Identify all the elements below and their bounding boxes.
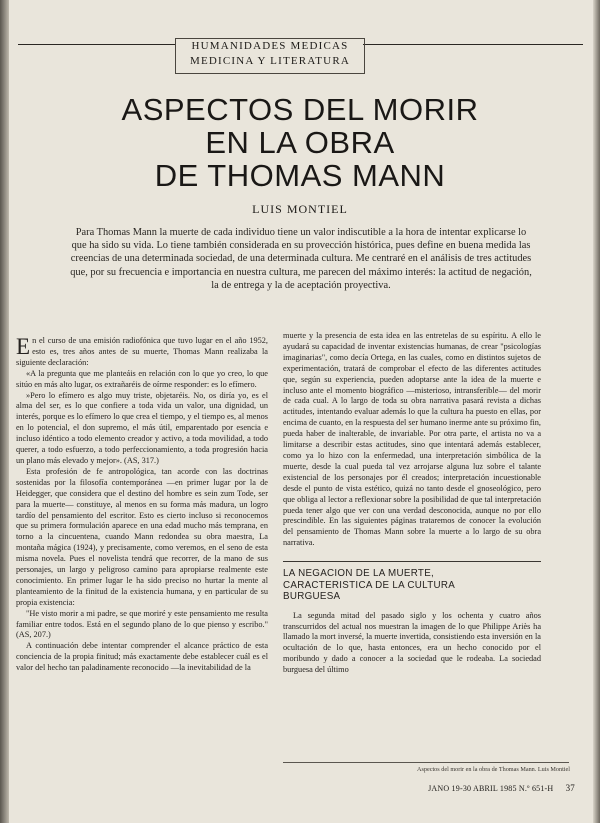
abstract: Para Thomas Mann la muerte de cada individuo tiene un valor indiscutible a la hora de intentar explicarse lo que ha sido su vida. Lo tiene también considerada en su provección histórica, pues define en buena medida las creencias de una determinada sociedad, de una determinada cultura. Me centraré en el análisis de tres actitudes que, por su frecuencia e importancia en nuestra cultura, me parecen del máximo interés: la actitud de negación, la de entrega y la de aceptación proyectiva. [70, 227, 532, 291]
left-column [16, 336, 268, 674]
scan-binding-edge [0, 0, 9, 823]
section-line-2: MEDICINA Y LITERATURA [189, 55, 351, 67]
drop-cap: E [16, 334, 31, 359]
scan-right-edge [593, 0, 600, 823]
paragraph [16, 336, 268, 369]
header-rule-right [363, 44, 583, 45]
paragraph-text: n el curso de una emisión radiofónica que tuvo lugar en el año 1952, esto es, tres años antes de su muerte, Thomas Mann realizaba la siguiente declaración: [16, 336, 268, 367]
paragraph: "He visto morir a mi padre, se que moriré y este pensamiento me resulta familiar entre todos. Está en el segundo plano de lo que pienso y escribo." (AS, 207.) [16, 608, 268, 640]
issue-info: JANO 19-30 ABRIL 1985 N.º 651-H [428, 784, 554, 793]
subheading-line-2: CARACTERISTICA DE LA CULTURA [283, 579, 456, 591]
paragraph: muerte y la presencia de esta idea en las entretelas de su espíritu. A ello le ayudará su capacidad de inventar existencias humanas, de crear "psicologías imaginarias", como decía Ortega, en las cuales, como en distintos sujetos de experimentación, tratará de comprobar el efecto de las diferentes actitudes que, según su experiencia, pueden adoptarse ante la idea de la muerte e incluso ante el momento biográfico —misterioso, intransferible— del morir de cada cual. A lo largo de toda su obra narrativa pasará revista a dichas actitudes, intentando evaluar además lo que la cultura ha puesto en ellas, por encima de cuanto, en la respuesta del ser humano inerme ante su próximo fin, pueda haber de inalterable, de invariable. Por otra parte, el artista no va a limitarse a describir estas actitudes, sino que intentará además establecer, como ya lo hizo con la enfermedad, una interpretación simbólica de la muerte, desde la cual pueda tal vez arrojarse alguna luz sobre el talante existencial de los personajes por él creados; interpretación incuestionable desde el punto de vista estético, quizá no tanto desde el gnoseológico, pero que obliga al lector a reflexionar sobre la posibilidad de que tal interpretación pueda tener algo que ver con una verdad desconocida, aunque no por ello prescindible. En las siguientes páginas trataremos de conocer la evolución del pensamiento de Thomas Mann sobre la muerte a lo largo de su obra narrativa. [283, 331, 541, 548]
right-column [283, 331, 541, 676]
author-name: LUIS MONTIEL [252, 202, 348, 216]
title-line-3: DE THOMAS MANN [154, 158, 446, 193]
article-title [60, 93, 540, 192]
subheading-line-1: LA NEGACION DE LA MUERTE, [283, 568, 435, 580]
paragraph: A continuación debe intentar comprender el alcance práctico de esta conciencia de la propia finitud; más exactamente debe establecer cuál es el valor del hecho tan paladinamente reconocido —la inevitabilidad de la [16, 641, 268, 673]
title-line-2: EN LA OBRA [205, 125, 395, 160]
section-label [175, 38, 365, 74]
title-line-1: ASPECTOS DEL MORIR [121, 92, 479, 127]
subheading-line-3: BURGUESA [283, 591, 341, 603]
running-caption: Aspectos del morir en la obra de Thomas Mann. Luis Montiel [417, 766, 570, 773]
header-rule-left [18, 44, 175, 45]
paragraph: La segunda mitad del pasado siglo y los ochenta y cuatro años transcurridos del actual nos muestran la imagen de lo que Philippe Ariès ha llamado la mort inversé, la muerte invertida, consistiendo esta inversión en la ocultación de lo que, hasta entonces, era un hecho conocido por el moribundo y dado a conocer a la sociedad que le rodeaba. La sociedad burguesa del último [283, 610, 541, 675]
page-footer [385, 783, 575, 793]
caption-rule [283, 762, 569, 763]
paragraph: «A la pregunta que me planteáis en relación con lo que yo creo, lo que sitúo en más alto lugar, os extrañaréis de oírme responder: es lo efímero. [16, 368, 268, 389]
section-subheading [283, 561, 541, 603]
page-number: 37 [565, 783, 575, 793]
paragraph: »Pero lo efímero es algo muy triste, objetaréis. No, os diría yo, es el alma del ser, es lo que confiere a toda vida un valor, una dignidad, un interés, porque es lo efímero lo que crea el tiempo, y el tiempo es, al menos en lo potencial, el don supremo, el más útil, emparentado por esencia e incluso idéntico a todo elemento creador y activo, a toda movilidad, a todo querer, a todo esfuerzo, a todo perfeccionamiento, a toda progresión hacia un plano más elevado y mejor». (AS, 317.) [16, 390, 268, 465]
section-line-1: HUMANIDADES MEDICAS [191, 40, 349, 52]
paragraph: Esta profesión de fe antropológica, tan acorde con las doctrinas sostenidas por la filosofía contemporánea —en primer lugar por la de Heidegger, que considera que el destino del hombre es sein zum Tode, ser para la muerte— constituye, al menos en su forma más madura, un logro tardío del pensamiento del escritor. Esto es cierto incluso si reconocemos que su primera formulación aparece en una edad mucho más temprana, en torno a la cincuentena, cuando Mann redondea su obra maestra, La montaña mágica (1924), y precisamente, como veremos, en el seno de esta misma novela. Pues el novelista tendrá que recorrer, de la mano de sus personajes, un largo y peligroso camino para apropiarse realmente este conocimiento. En primer lugar le ha sido preciso no hurtar la mente al planteamiento de la finitud de la existencia humana, y en particular de su propia existencia: [16, 466, 268, 607]
